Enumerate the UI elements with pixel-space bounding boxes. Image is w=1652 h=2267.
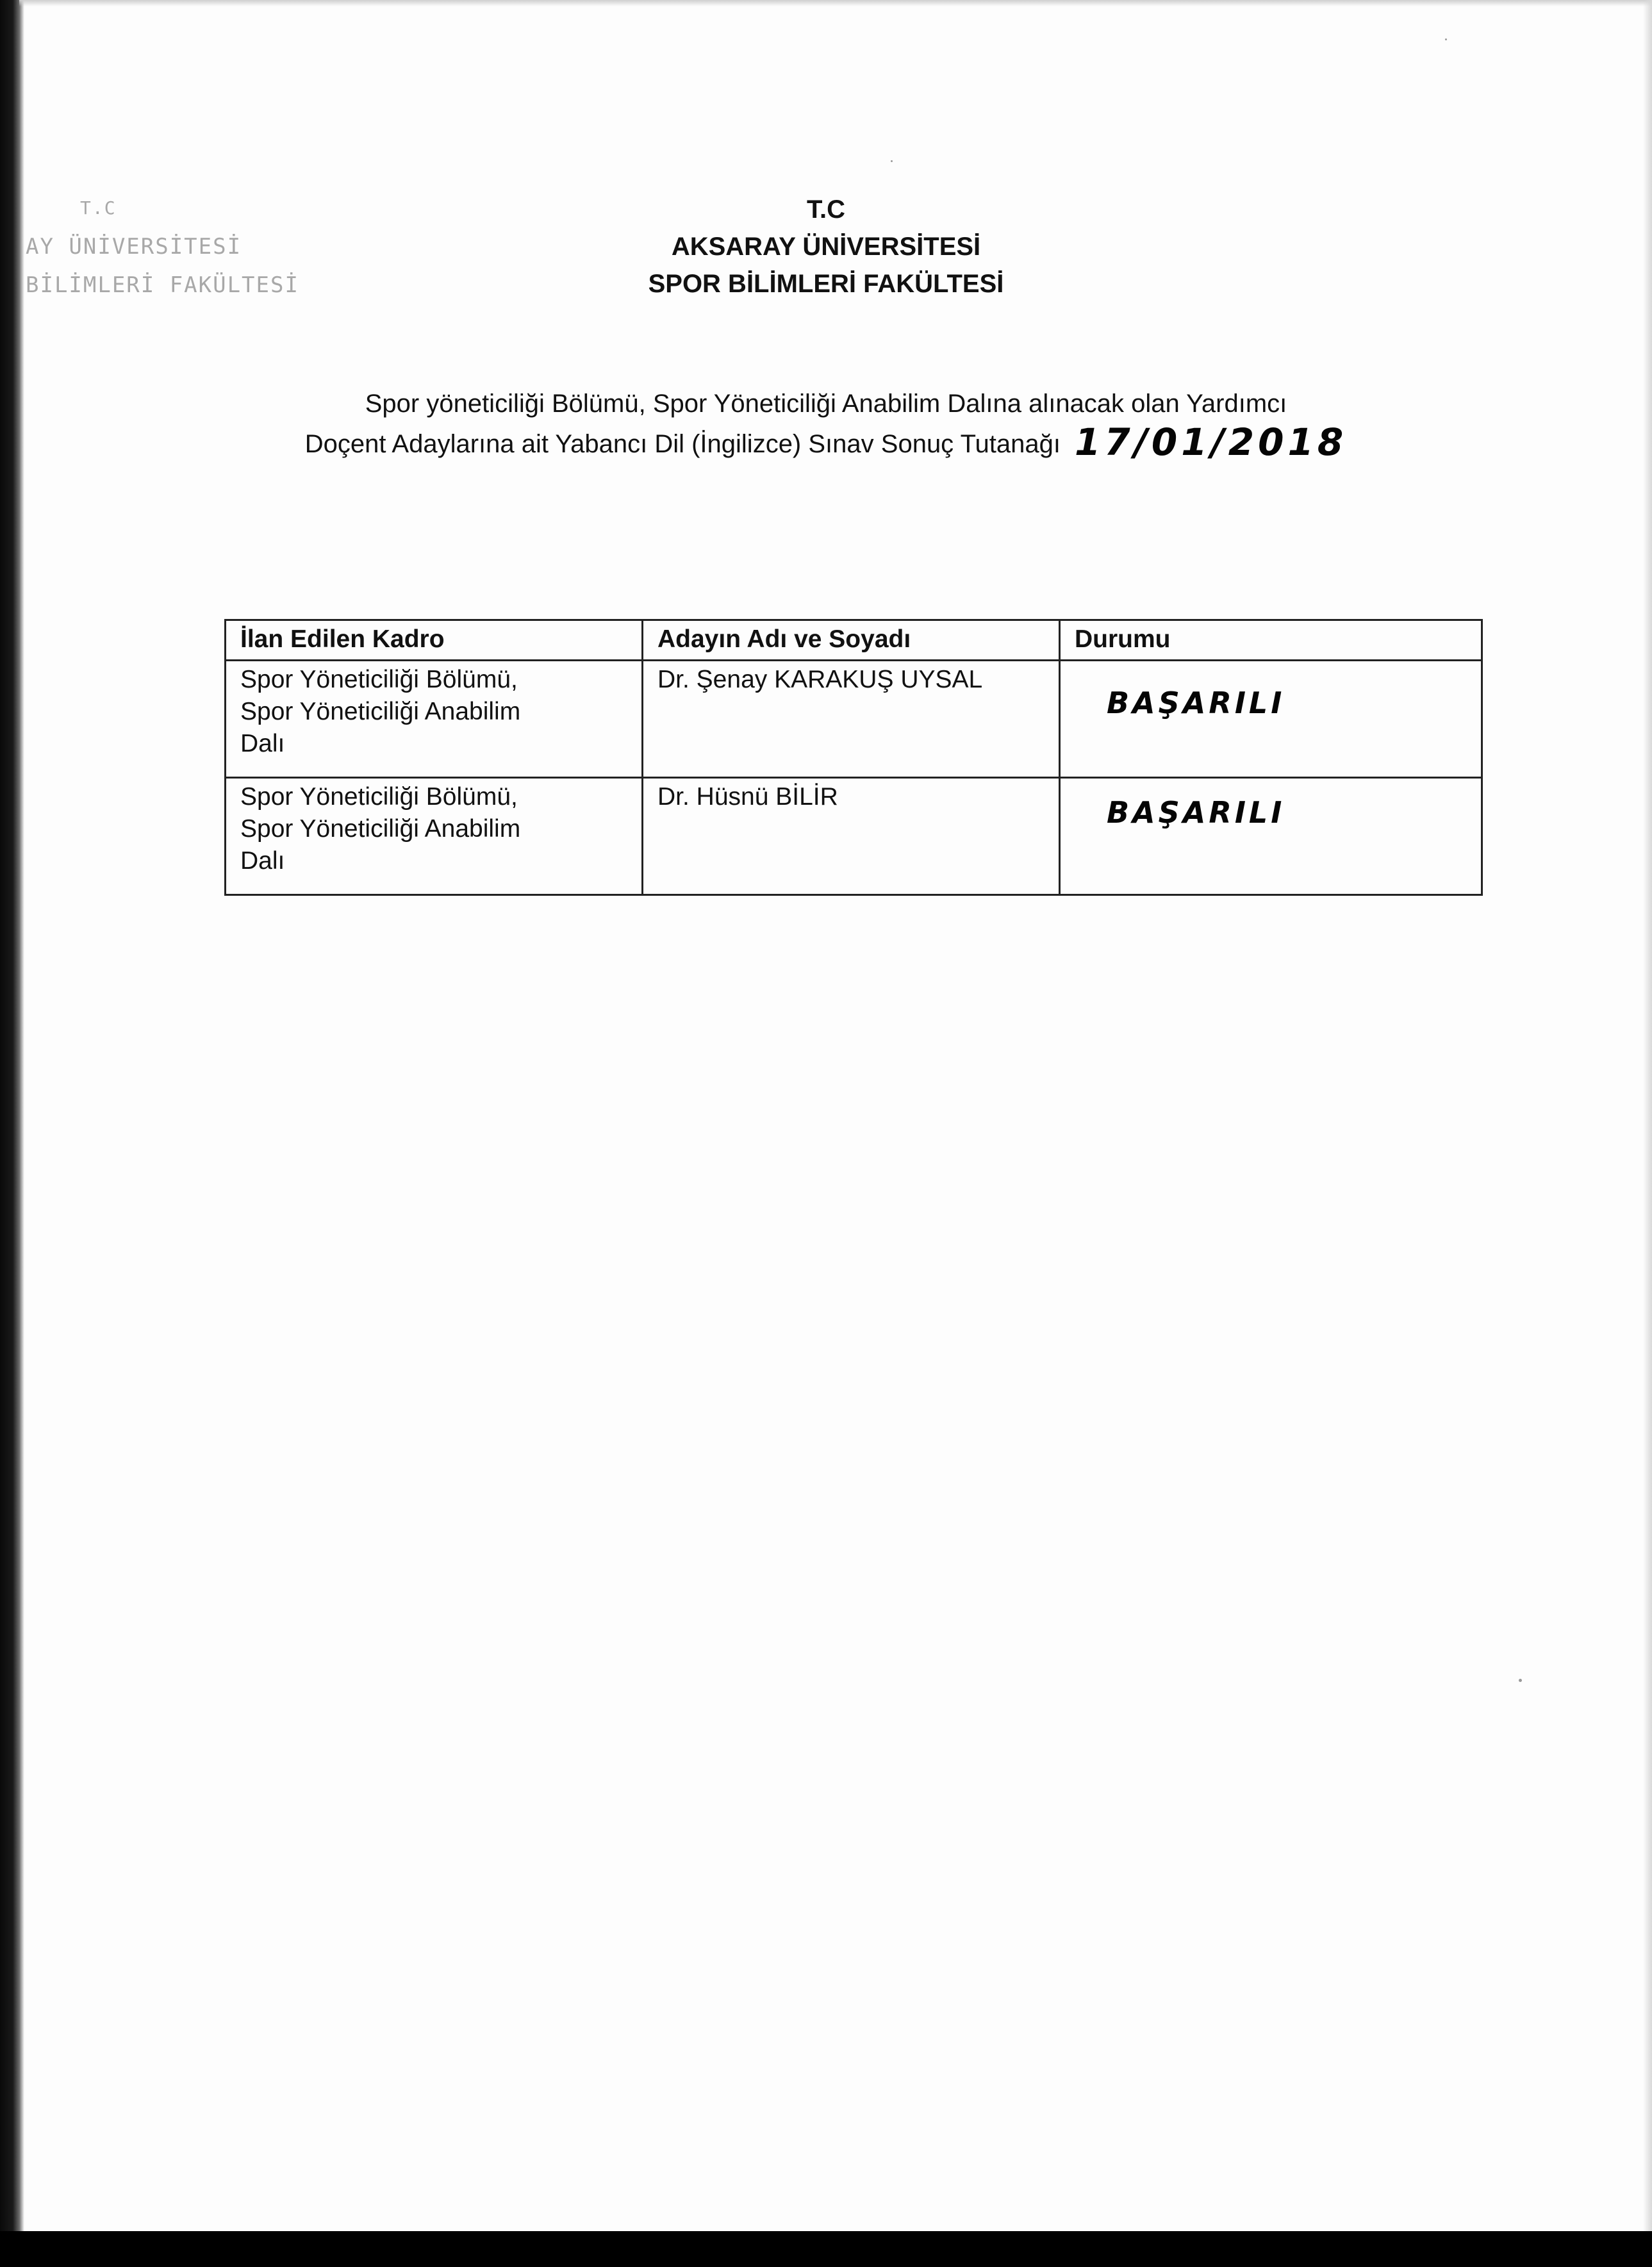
kadro-line-2: Spor Yöneticiliği Anabilim xyxy=(240,698,521,725)
kadro-line-1: Spor Yöneticiliği Bölümü, xyxy=(240,783,518,811)
kadro-line-2: Spor Yöneticiliği Anabilim xyxy=(240,815,521,843)
table-header-row xyxy=(226,620,1482,661)
scan-speck xyxy=(1519,1679,1522,1682)
kadro-cell xyxy=(226,661,643,778)
aday-cell: Dr. Hüsnü BİLİR xyxy=(643,778,1060,895)
header-line-3: SPOR BİLİMLERİ FAKÜLTESİ xyxy=(648,270,1004,298)
handwritten-status: BAŞARILI xyxy=(1107,795,1285,830)
header-durum: Durumu xyxy=(1060,620,1482,661)
header-aday: Adayın Adı ve Soyadı xyxy=(643,620,1060,661)
stamp-line-3: BİLİMLERİ FAKÜLTESİ xyxy=(26,272,299,298)
kadro-line-1: Spor Yöneticiliği Bölümü, xyxy=(240,666,518,693)
institution-header xyxy=(0,191,1652,302)
durum-cell xyxy=(1060,778,1482,895)
title-line-2 xyxy=(0,420,1652,464)
scan-right-edge xyxy=(1643,0,1652,2267)
scan-speck xyxy=(891,160,893,162)
header-line-2: AKSARAY ÜNİVERSİTESİ xyxy=(671,233,981,261)
durum-cell xyxy=(1060,661,1482,778)
scan-top-edge xyxy=(19,0,1652,6)
title-line-1: Spor yöneticiliği Bölümü, Spor Yöneticiliği Anabilim Dalına alınacak olan Yardımcı xyxy=(365,390,1287,418)
kadro-line-3: Dalı xyxy=(240,847,285,875)
table-row xyxy=(226,661,1482,778)
stamp-line-2: AY ÜNİVERSİTESİ xyxy=(26,234,242,260)
aday-cell: Dr. Şenay KARAKUŞ UYSAL xyxy=(643,661,1060,778)
table-row xyxy=(226,778,1482,895)
kadro-cell xyxy=(226,778,643,895)
handwritten-status: BAŞARILI xyxy=(1107,686,1285,720)
scan-speck xyxy=(1445,38,1447,40)
header-line-1: T.C xyxy=(807,195,845,224)
kadro-line-3: Dalı xyxy=(240,730,285,757)
handwritten-date: 17/01/2018 xyxy=(1074,420,1348,464)
scan-bottom-edge xyxy=(0,2231,1652,2267)
header-kadro: İlan Edilen Kadro xyxy=(226,620,643,661)
stamp-line-1: T.C xyxy=(80,197,117,218)
scan-left-edge xyxy=(0,0,24,2267)
document-title xyxy=(0,384,1652,463)
results-table xyxy=(224,619,1483,896)
title-line-2-text: Doçent Adaylarına ait Yabancı Dil (İngilizce) Sınav Sonuç Tutanağı xyxy=(304,430,1061,458)
